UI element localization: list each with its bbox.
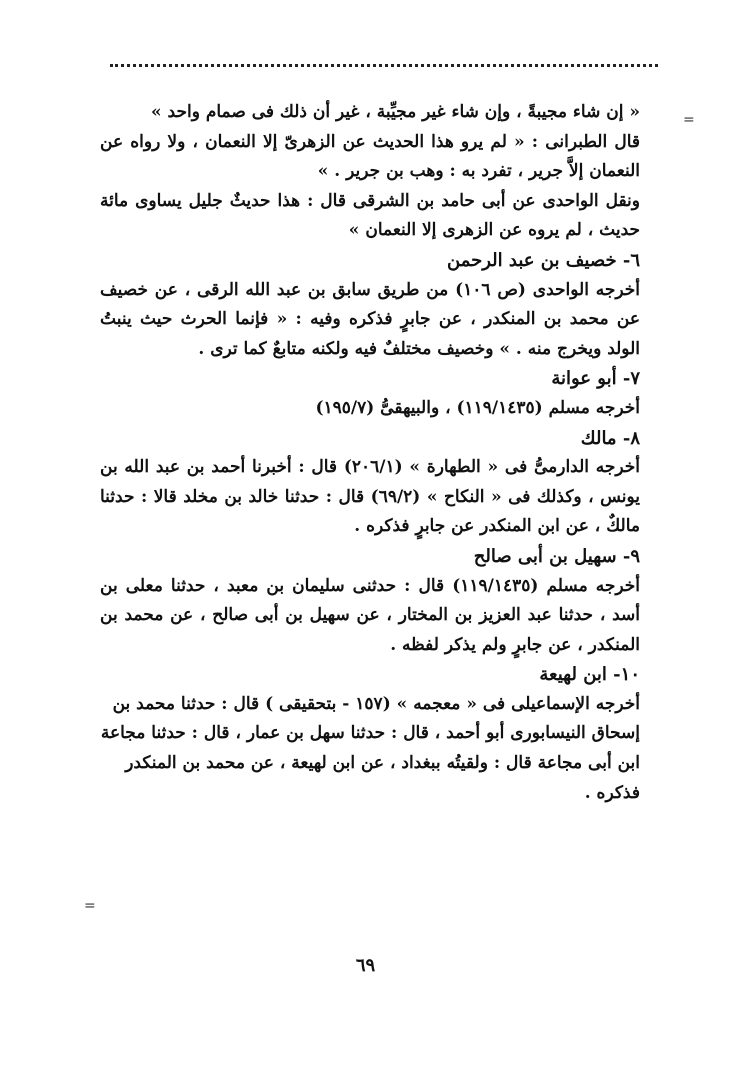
paragraph-abu-awana: أخرجه مسلم (١١٩/١٤٣٥) ، والبيهقىُّ (١٩٥/٧) [315,397,640,418]
margin-mark-bottom: = [84,898,96,914]
heading-khasif: ٦- خصيف بن عبد الرحمن [447,249,640,271]
paragraph-tabarani: قال الطبرانى : « لم يرو هذا الحديث عن الزهرىّ إلا النعمان ، ولا رواه عن النعمان إلاَّ جرير ، تفرد به : وهب بن جرير . » [100,131,640,182]
header-dotted-rule [110,64,658,67]
paragraph-suhail: أخرجه مسلم (١١٩/١٤٣٥) قال : حدثنى سليمان بن معبد ، حدثنا معلى بن أسد ، حدثنا عبد العزيز بن المختار ، عن سهيل بن أبى صالح ، عن محمد بن المنكدر ، عن جابرٍ ولم يذكر لفظه . [100,575,640,655]
paragraph-wahidi: ونقل الواحدى عن أبى حامد بن الشرقى قال : هذا حديثٌ جليل يساوى مائة حديث ، لم يروه عن الزهرى إلا النعمان » [100,190,640,241]
heading-abu-awana: ٧- أبو عوانة [551,368,640,390]
paragraph-quote-end: « إن شاء مجيبةً ، وإن شاء غير مجيِّبة ، غير أن ذلك فى صمام واحد » [151,102,640,122]
paragraph-ibn-lahia: أخرجه الإسماعيلى فى « معجمه » (١٥٧ - بتحقيقى ) قال : حدثنا محمد بن إسحاق النيسابورى أبو أحمد ، قال : حدثنا سهل بن عمار ، قال : حدثنا مجاعة ابن أبى مجاعة قال : ولقيتُه ببغداد ، عن ابن لهيعة ، عن محمد بن المنكدر فذكره . [100,693,640,803]
heading-suhail: ٩- سهيل بن أبى صالح [473,545,640,567]
page-number: ٦٩ [355,955,376,976]
margin-mark-top: = [683,112,695,128]
page-body [100,98,640,808]
paragraph-khasif: أخرجه الواحدى (ص ١٠٦) من طريق سابق بن عبد الله الرقى ، عن خصيف عن محمد بن المنكدر ، عن جابرٍ فذكره وفيه : « فإنما الحرث حيث ينبتُ الولد ويخرج منه . » وخصيف مختلفٌ فيه ولكنه متابعٌ كما ترى . [100,279,640,359]
paragraph-malik: أخرجه الدارمىُّ فى « الطهارة » (٢٠٦/١) قال : أخبرنا أحمد بن عبد الله بن يونس ، وكذلك فى « النكاح » (٦٩/٢) قال : حدثنا خالد بن مخلد قالا : حدثنا مالكٌ ، عن ابن المنكدر عن جابرٍ فذكره . [100,457,641,537]
heading-ibn-lahia: ١٠- ابن لهيعة [539,664,640,686]
heading-malik: ٨- مالك [580,427,640,449]
